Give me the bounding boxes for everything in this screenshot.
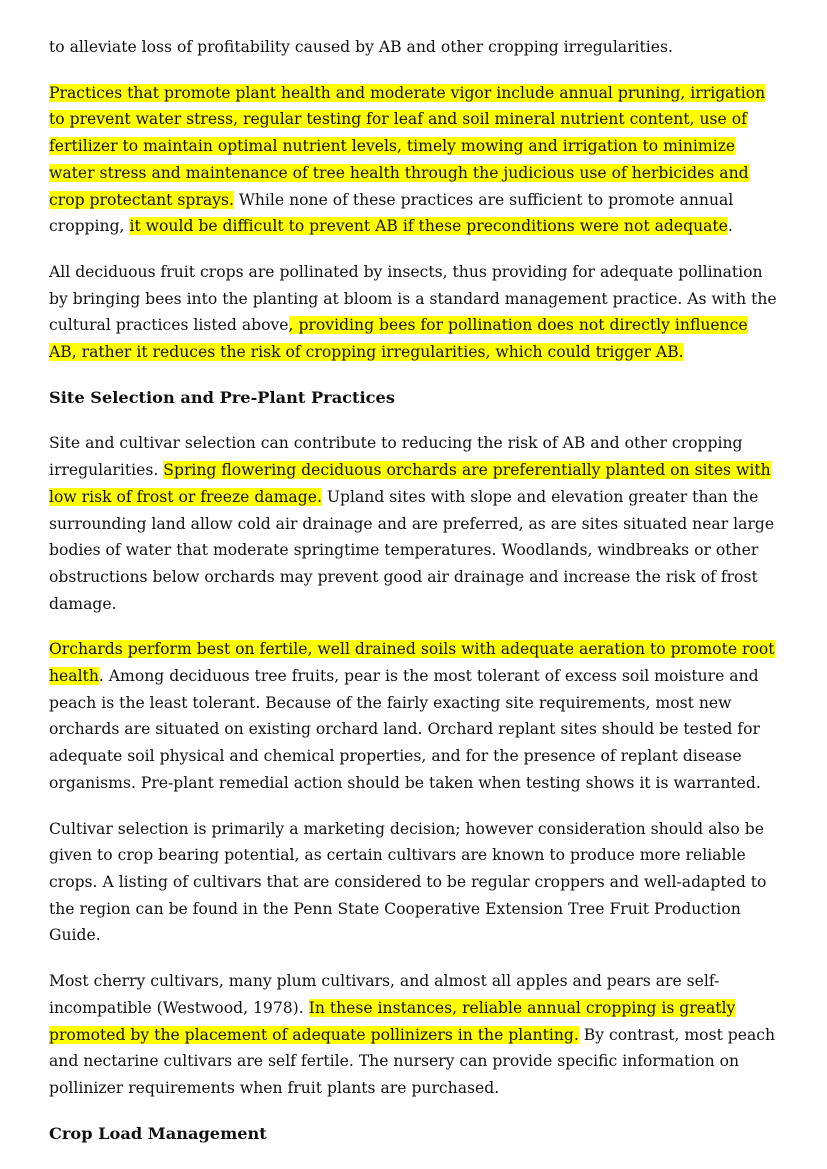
body-paragraph (49, 636, 777, 796)
body-paragraph (49, 430, 777, 617)
highlighted-text: Orchards perform best on fertile, well drained soils with adequate aeration to promote root health (49, 640, 775, 686)
highlighted-text: Practices that promote plant health and moderate vigor include annual pruning, irrigation to prevent water stress, regular testing for leaf and soil mineral nutrient content, use of fertilizer to maintain optimal nutrient levels, timely mowing and irrigation to minimize water stress and maintenance of tree health through the judicious use of herbicides and crop protectant sprays. (49, 83, 766, 209)
text-segment: Most cherry cultivars, many plum cultivars, and almost all apples and pears are self-incompatible (Westwood, 1978). (49, 972, 720, 1017)
text-segment: All deciduous fruit crops are pollinated by insects, thus providing for adequate pollination by bringing bees into the planting at bloom is a standard management practice. As with the cultural practices listed above (49, 262, 777, 335)
text-segment: Site and cultivar selection can contribute to reducing the risk of AB and other cropping irregularities. (49, 434, 743, 480)
text-segment: While none of these practices are sufficient to promote annual cropping, (49, 190, 734, 236)
body-paragraph (49, 34, 777, 61)
section-heading: Site Selection and Pre-Plant Practices (49, 387, 395, 407)
text-segment: Upland sites with slope and elevation greater than the surrounding land allow cold air drainage and are preferred, as are sites situated near large bodies of water that moderate springtime temperatures. Woodlands, windbreaks or other obstructions below orchards may prevent good air drainage and increase the risk of frost damage. (49, 487, 775, 613)
text-segment: to alleviate loss of profitability caused by AB and other cropping irregularities. (49, 38, 673, 56)
text-segment: . (727, 217, 733, 236)
body-paragraph (49, 259, 777, 366)
highlighted-text: In these instances, reliable annual cropping is greatly promoted by the placement of adequate pollinizers in the planting. (49, 998, 736, 1044)
text-segment: Cultivar selection is primarily a marketing decision; however consideration should also be given to crop bearing potential, as certain cultivars are known to produce more reliable crops. A listing of cultivars that are considered to be regular croppers and well-adapted to the region can be found in the Penn State Cooperative Extension Tree Fruit Production Guide. (49, 819, 767, 945)
highlighted-text: Spring flowering deciduous orchards are preferentially planted on sites with low risk of frost or freeze damage. (49, 461, 771, 506)
document-page (49, 34, 777, 1166)
document-body (49, 34, 777, 1147)
text-segment: By contrast, most peach and nectarine cultivars are self fertile. The nursery can provide specific information on pollinizer requirements when fruit plants are purchased. (49, 1025, 776, 1097)
text-segment: . Among deciduous tree fruits, pear is the most tolerant of excess soil moisture and peach is the least tolerant. Because of the fairly exacting site requirements, most new orchards are situated on existing orchard land. Orchard replant sites should be tested for adequate soil physical and chemical properties, and for the presence of replant disease organisms. Pre-plant remedial action should be taken when testing shows it is warranted. (49, 667, 761, 792)
highlighted-text: it would be difficult to prevent AB if these preconditions were not adequate (129, 217, 728, 236)
highlighted-text: , providing bees for pollination does not directly influence AB, rather it reduces the risk of cropping irregularities, which could trigger AB. (49, 316, 748, 362)
body-paragraph (49, 968, 777, 1102)
body-paragraph (49, 80, 777, 240)
section-heading: Crop Load Management (49, 1123, 267, 1143)
body-paragraph (49, 816, 777, 950)
